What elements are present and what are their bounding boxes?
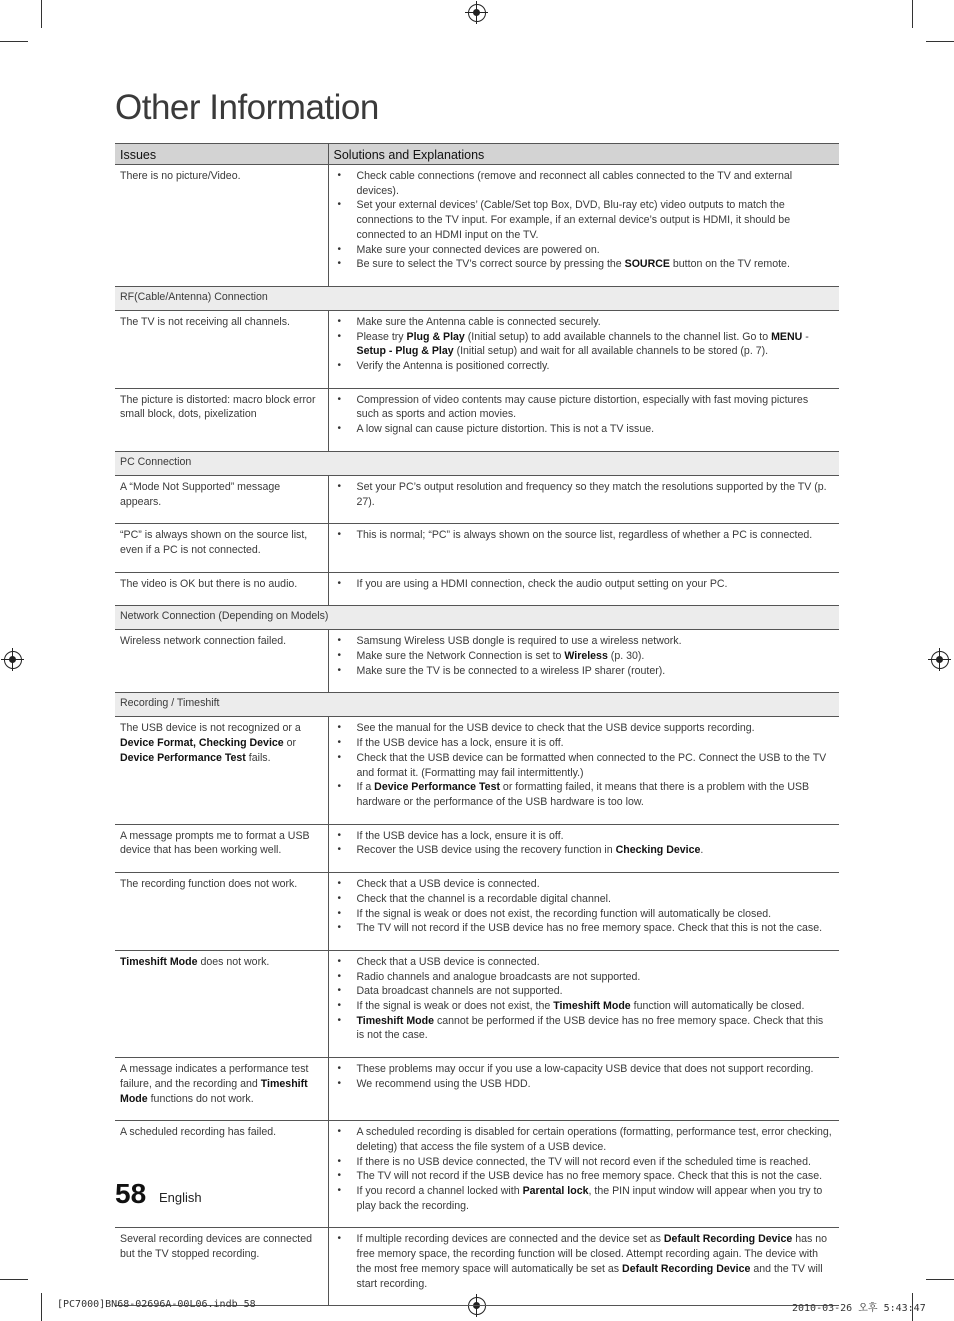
solution-cell bbox=[328, 824, 839, 872]
table-row bbox=[115, 1121, 839, 1228]
list-item: • If a Device Performance Test or formatting failed, it means that there is a problem with the USB hardware or the performance of the USB hardware is too low. bbox=[357, 780, 834, 809]
list-item: • Compression of video contents may cause picture distortion, especially with fast moving pictures such as sports and action movies. bbox=[357, 393, 834, 422]
issue-cell: Wireless network connection failed. bbox=[115, 630, 328, 693]
registration-mark-icon bbox=[4, 651, 22, 669]
list-item: • Timeshift Mode cannot be performed if the USB device has no free memory space. Check that this is not the case. bbox=[357, 1014, 834, 1043]
table-body bbox=[115, 165, 839, 1306]
table-row bbox=[115, 873, 839, 951]
crop-mark bbox=[912, 0, 913, 28]
issues-header: Issues bbox=[115, 144, 328, 165]
list-item: • Set your external devices’ (Cable/Set top Box, DVD, Blu-ray etc) video outputs to match the connections to the TV input. For example, if an external device’s output is HDMI, it should be connected to an HDMI input on the TV. bbox=[357, 198, 834, 242]
list-item: • Make sure the TV is be connected to a wireless IP sharer (router). bbox=[357, 664, 834, 679]
section-label: PC Connection bbox=[115, 451, 839, 475]
table-row bbox=[115, 950, 839, 1057]
solution-cell bbox=[328, 475, 839, 523]
solution-list bbox=[357, 634, 834, 678]
solution-list bbox=[357, 480, 834, 509]
troubleshooting-table bbox=[115, 143, 839, 1306]
list-item: • If the USB device has a lock, ensure it is off. bbox=[357, 829, 834, 844]
list-item: • Samsung Wireless USB dongle is required to use a wireless network. bbox=[357, 634, 834, 649]
list-item: • Data broadcast channels are not supported. bbox=[357, 984, 834, 999]
list-item: • Recover the USB device using the recovery function in Checking Device. bbox=[357, 843, 834, 858]
solution-list bbox=[357, 315, 834, 374]
registration-mark-icon bbox=[468, 4, 486, 22]
solution-list bbox=[357, 393, 834, 437]
issue-cell: The picture is distorted: macro block error small block, dots, pixelization bbox=[115, 388, 328, 451]
list-item: • Check that a USB device is connected. bbox=[357, 877, 834, 892]
registration-mark-icon bbox=[931, 651, 949, 669]
footer-timestamp: 2010-03-26 오후 5:43:47 bbox=[792, 1303, 926, 1314]
issue-cell: The USB device is not recognized or a Device Format, Checking Device or Device Performance Test fails. bbox=[115, 717, 328, 824]
list-item: • Check cable connections (remove and reconnect all cables connected to the TV and external devices). bbox=[357, 169, 834, 198]
issue-cell: Timeshift Mode does not work. bbox=[115, 950, 328, 1057]
table-row bbox=[115, 717, 839, 824]
solution-list bbox=[357, 955, 834, 1043]
section-row bbox=[115, 693, 839, 717]
table-row bbox=[115, 524, 839, 572]
table-row bbox=[115, 165, 839, 287]
footer-file-info: [PC7000]BN68-02696A-00L06.indb 58 bbox=[57, 1299, 256, 1310]
crop-mark bbox=[0, 1279, 28, 1280]
list-item: • Make sure the Antenna cable is connected securely. bbox=[357, 315, 834, 330]
section-row bbox=[115, 451, 839, 475]
issue-cell: The TV is not receiving all channels. bbox=[115, 310, 328, 388]
solution-list bbox=[357, 577, 834, 592]
list-item: • If the signal is weak or does not exist, the recording function will automatically be closed. bbox=[357, 907, 834, 922]
page-number: 58 bbox=[115, 1178, 147, 1209]
crop-mark bbox=[0, 41, 28, 42]
issue-cell: There is no picture/Video. bbox=[115, 165, 328, 287]
issue-cell: “PC” is always shown on the source list, even if a PC is not connected. bbox=[115, 524, 328, 572]
crop-mark bbox=[926, 41, 954, 42]
list-item: • Please try Plug & Play (Initial setup) to add available channels to the channel list. Go to MENU - Setup - Plug & Play (Initial setup) and wait for all available channels to be stored (p. 7). bbox=[357, 330, 834, 359]
list-item: • Verify the Antenna is positioned correctly. bbox=[357, 359, 834, 374]
table-row bbox=[115, 310, 839, 388]
table-row bbox=[115, 824, 839, 872]
solution-list bbox=[357, 829, 834, 858]
solutions-header: Solutions and Explanations bbox=[328, 144, 839, 165]
solution-list bbox=[357, 169, 834, 272]
solution-list bbox=[357, 1125, 834, 1213]
list-item: • If the signal is weak or does not exist, the Timeshift Mode function will automatically be closed. bbox=[357, 999, 834, 1014]
solution-list bbox=[357, 528, 834, 543]
table-row bbox=[115, 1058, 839, 1121]
page-title: Other Information bbox=[115, 88, 379, 127]
crop-mark bbox=[41, 1293, 42, 1321]
list-item: • Radio channels and analogue broadcasts are not supported. bbox=[357, 970, 834, 985]
list-item: • These problems may occur if you use a low-capacity USB device that does not support recording. bbox=[357, 1062, 834, 1077]
list-item: • A low signal can cause picture distortion. This is not a TV issue. bbox=[357, 422, 834, 437]
section-row bbox=[115, 606, 839, 630]
list-item: • Check that the USB device can be formatted when connected to the PC. Connect the USB to the TV and format it. (Formatting may fail intermittently.) bbox=[357, 751, 834, 780]
list-item: • This is normal; “PC” is always shown on the source list, regardless of whether a PC is connected. bbox=[357, 528, 834, 543]
list-item: • Make sure the Network Connection is set to Wireless (p. 30). bbox=[357, 649, 834, 664]
table-row bbox=[115, 388, 839, 451]
issue-cell: A message indicates a performance test failure, and the recording and Timeshift Mode functions do not work. bbox=[115, 1058, 328, 1121]
solution-list bbox=[357, 1232, 834, 1291]
solution-cell bbox=[328, 717, 839, 824]
list-item: • A scheduled recording is disabled for certain operations (formatting, performance test, error checking, deleting) that access the file system of a USB device. bbox=[357, 1125, 834, 1154]
list-item: • Be sure to select the TV’s correct source by pressing the SOURCE button on the TV remote. bbox=[357, 257, 834, 272]
list-item: • If you are using a HDMI connection, check the audio output setting on your PC. bbox=[357, 577, 834, 592]
solution-cell bbox=[328, 310, 839, 388]
crop-mark bbox=[41, 0, 42, 28]
section-label: Network Connection (Depending on Models) bbox=[115, 606, 839, 630]
table-header-row bbox=[115, 144, 839, 165]
solution-cell bbox=[328, 572, 839, 606]
section-row bbox=[115, 286, 839, 310]
table-row bbox=[115, 630, 839, 693]
solution-cell bbox=[328, 165, 839, 287]
solution-cell bbox=[328, 388, 839, 451]
crop-mark bbox=[926, 1279, 954, 1280]
list-item: • If you record a channel locked with Parental lock, the PIN input window will appear when you try to play back the recording. bbox=[357, 1184, 834, 1213]
list-item: • Make sure your connected devices are powered on. bbox=[357, 243, 834, 258]
table-row bbox=[115, 1228, 839, 1306]
page-language: English bbox=[159, 1190, 202, 1205]
table-row bbox=[115, 475, 839, 523]
section-label: RF(Cable/Antenna) Connection bbox=[115, 286, 839, 310]
issue-cell: A “Mode Not Supported” message appears. bbox=[115, 475, 328, 523]
solution-cell bbox=[328, 630, 839, 693]
issue-cell: A message prompts me to format a USB device that has been working well. bbox=[115, 824, 328, 872]
list-item: • The TV will not record if the USB device has no free memory space. Check that this is not the case. bbox=[357, 921, 834, 936]
list-item: • We recommend using the USB HDD. bbox=[357, 1077, 834, 1092]
solution-list bbox=[357, 877, 834, 936]
list-item: • The TV will not record if the USB device has no free memory space. Check that this is not the case. bbox=[357, 1169, 834, 1184]
list-item: • If there is no USB device connected, the TV will not record even if the scheduled time is reached. bbox=[357, 1155, 834, 1170]
solution-cell bbox=[328, 950, 839, 1057]
solution-cell bbox=[328, 1058, 839, 1121]
list-item: • See the manual for the USB device to check that the USB device supports recording. bbox=[357, 721, 834, 736]
solution-cell bbox=[328, 873, 839, 951]
solution-list bbox=[357, 721, 834, 809]
issue-cell: Several recording devices are connected but the TV stopped recording. bbox=[115, 1228, 328, 1306]
solution-cell bbox=[328, 524, 839, 572]
issue-cell: A scheduled recording has failed. bbox=[115, 1121, 328, 1228]
solution-cell bbox=[328, 1121, 839, 1228]
issue-cell: The recording function does not work. bbox=[115, 873, 328, 951]
issue-cell: The video is OK but there is no audio. bbox=[115, 572, 328, 606]
list-item: • Check that the channel is a recordable digital channel. bbox=[357, 892, 834, 907]
list-item: • Check that a USB device is connected. bbox=[357, 955, 834, 970]
list-item: • If multiple recording devices are connected and the device set as Default Recording Device has no free memory space, the recording function will be closed. Attempt recording again. The device with the most free memory space will automatically be set as Default Recording Device and the TV will start recording. bbox=[357, 1232, 834, 1291]
section-label: Recording / Timeshift bbox=[115, 693, 839, 717]
list-item: • Set your PC’s output resolution and frequency so they match the resolutions supported by the TV (p. 27). bbox=[357, 480, 834, 509]
solution-list bbox=[357, 1062, 834, 1091]
list-item: • If the USB device has a lock, ensure it is off. bbox=[357, 736, 834, 751]
table-row bbox=[115, 572, 839, 606]
solution-cell bbox=[328, 1228, 839, 1306]
